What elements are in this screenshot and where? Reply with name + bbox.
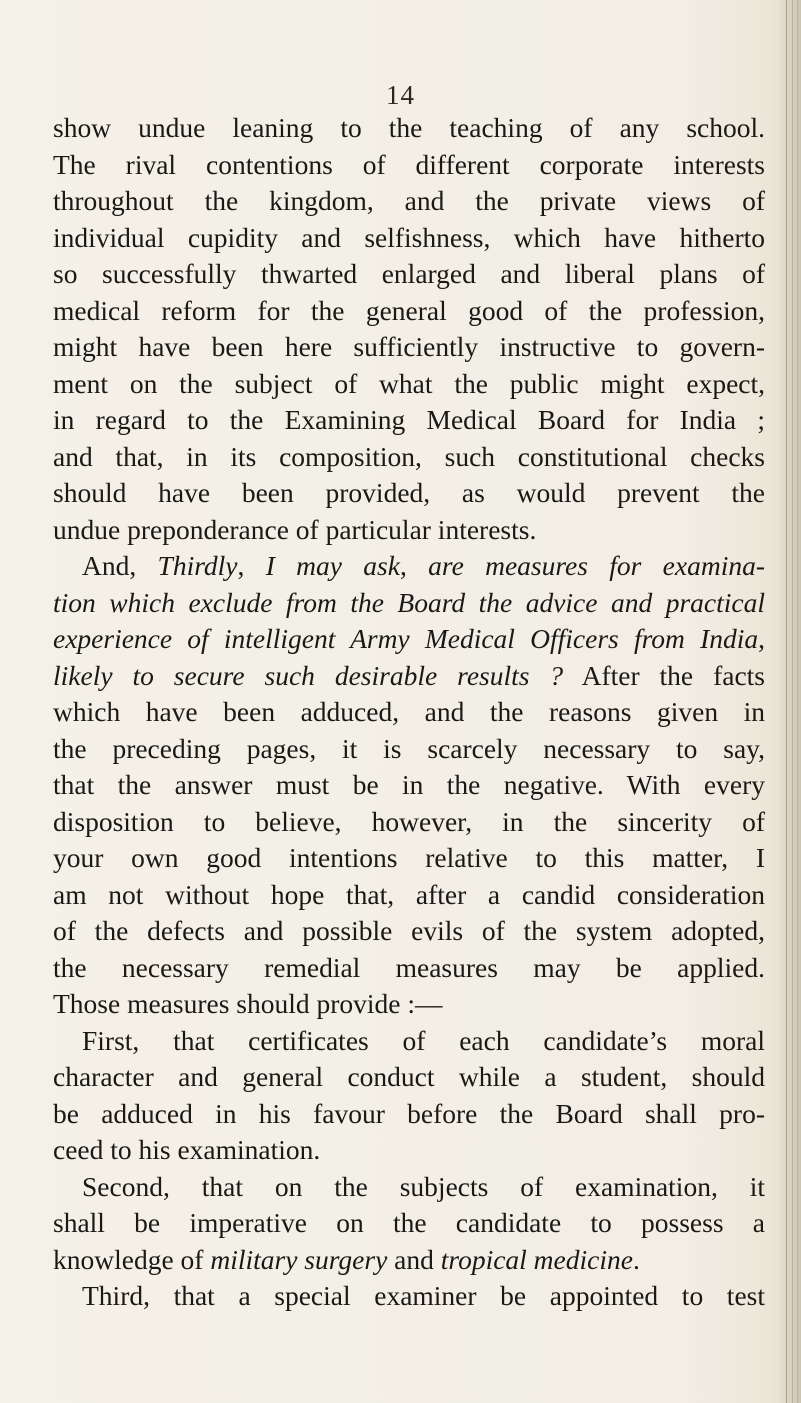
text-segment: And, xyxy=(82,550,158,581)
text-segment: of the defects and possible evils of the system adopted, xyxy=(53,915,765,946)
text-line xyxy=(53,512,765,549)
text-line xyxy=(53,548,765,585)
text-segment: Third, that a special examiner be appointed to test xyxy=(82,1280,765,1311)
page-number: 14 xyxy=(386,80,415,110)
text-segment: character and general conduct while a student, should xyxy=(53,1061,765,1092)
text-line xyxy=(53,1096,765,1133)
text-line xyxy=(53,767,765,804)
text-line xyxy=(53,1242,765,1279)
text-line xyxy=(53,986,765,1023)
italic-text: tropical medicine xyxy=(440,1243,633,1275)
text-segment: undue preponderance of particular interests. xyxy=(53,513,537,545)
text-segment: medical reform for the general good of the profession, xyxy=(53,294,765,326)
text-segment: Those measures should provide :— xyxy=(53,988,443,1019)
body-text xyxy=(53,110,765,1315)
text-segment: ceed to his examination. xyxy=(53,1134,321,1165)
text-segment: The rival contentions of different corporate interests xyxy=(53,148,765,180)
text-line xyxy=(53,183,765,220)
text-line xyxy=(53,731,765,768)
text-segment: , xyxy=(399,550,429,581)
text-segment: so successfully thwarted enlarged and liberal plans of xyxy=(53,258,765,289)
italic-text: are measures for examina- xyxy=(428,550,765,581)
text-line xyxy=(53,1278,765,1315)
text-line xyxy=(53,585,765,622)
text-segment: First, that certificates of each candidate’s moral xyxy=(82,1024,765,1056)
text-segment: . xyxy=(632,1243,640,1275)
text-segment: in regard to the Examining Medical Board for India ; xyxy=(53,404,765,435)
text-line xyxy=(53,1169,765,1206)
text-segment: the preceding pages, it is scarcely necessary to say, xyxy=(53,732,765,764)
text-line xyxy=(53,329,765,366)
text-segment: am not without hope that, after a candid consideration xyxy=(53,878,765,910)
text-line xyxy=(53,1059,765,1096)
text-line xyxy=(53,950,765,987)
text-line xyxy=(53,1132,765,1169)
text-segment: and that, in its composition, such constitutional checks xyxy=(53,440,765,472)
text-segment: which have been adduced, and the reasons given in xyxy=(53,696,765,727)
text-segment: should have been provided, as would prevent the xyxy=(53,477,765,508)
text-segment: individual cupidity and selfishness, which have hitherto xyxy=(53,221,765,253)
text-line xyxy=(53,621,765,658)
page-edge-line xyxy=(786,0,787,1403)
text-segment: throughout the kingdom, and the private views of xyxy=(53,185,765,216)
text-segment: the necessary remedial measures may be applied. xyxy=(53,951,765,983)
text-line xyxy=(53,256,765,293)
text-line xyxy=(53,877,765,914)
text-line xyxy=(53,147,765,184)
text-segment: shall be imperative on the candidate to possess a xyxy=(53,1207,765,1238)
text-segment: that the answer must be in the negative. With every xyxy=(53,769,765,800)
italic-text: military surgery xyxy=(210,1243,388,1275)
italic-text: I may ask xyxy=(265,550,400,581)
text-line xyxy=(53,913,765,950)
text-segment: Second, that on the subjects of examination, it xyxy=(82,1170,765,1202)
text-line xyxy=(53,110,765,147)
text-line xyxy=(53,220,765,257)
text-segment: knowledge of xyxy=(53,1243,211,1275)
text-line xyxy=(53,439,765,476)
italic-text: experience of intelligent Army Medical Officers from India xyxy=(53,623,759,654)
text-segment: disposition to believe, however, in the sincerity of xyxy=(53,805,765,837)
text-segment: After the facts xyxy=(563,659,765,691)
italic-text: tion which exclude from the Board the advice and practical xyxy=(53,586,765,618)
text-line xyxy=(53,402,765,439)
italic-text: likely to secure such desirable results ? xyxy=(53,659,564,691)
text-segment: your own good intentions relative to this matter, I xyxy=(53,842,765,873)
text-line xyxy=(53,475,765,512)
text-segment: ment on the subject of what the public might expect, xyxy=(53,367,765,399)
text-segment: might have been here sufficiently instructive to govern- xyxy=(53,331,765,362)
page-edge-line xyxy=(797,0,798,1403)
page-edge-line xyxy=(792,0,793,1403)
text-segment: and xyxy=(387,1243,441,1275)
text-line xyxy=(53,1023,765,1060)
text-segment: , xyxy=(758,623,765,654)
text-segment: be adduced in his favour before the Board shall pro- xyxy=(53,1097,765,1129)
text-line xyxy=(53,366,765,403)
italic-text: Thirdly xyxy=(157,550,238,581)
text-line xyxy=(53,694,765,731)
text-segment: , xyxy=(237,550,266,581)
text-line xyxy=(53,804,765,841)
text-line xyxy=(53,293,765,330)
text-segment: show undue leaning to the teaching of any school. xyxy=(53,112,765,143)
text-line xyxy=(53,658,765,695)
text-line xyxy=(53,1205,765,1242)
text-line xyxy=(53,840,765,877)
